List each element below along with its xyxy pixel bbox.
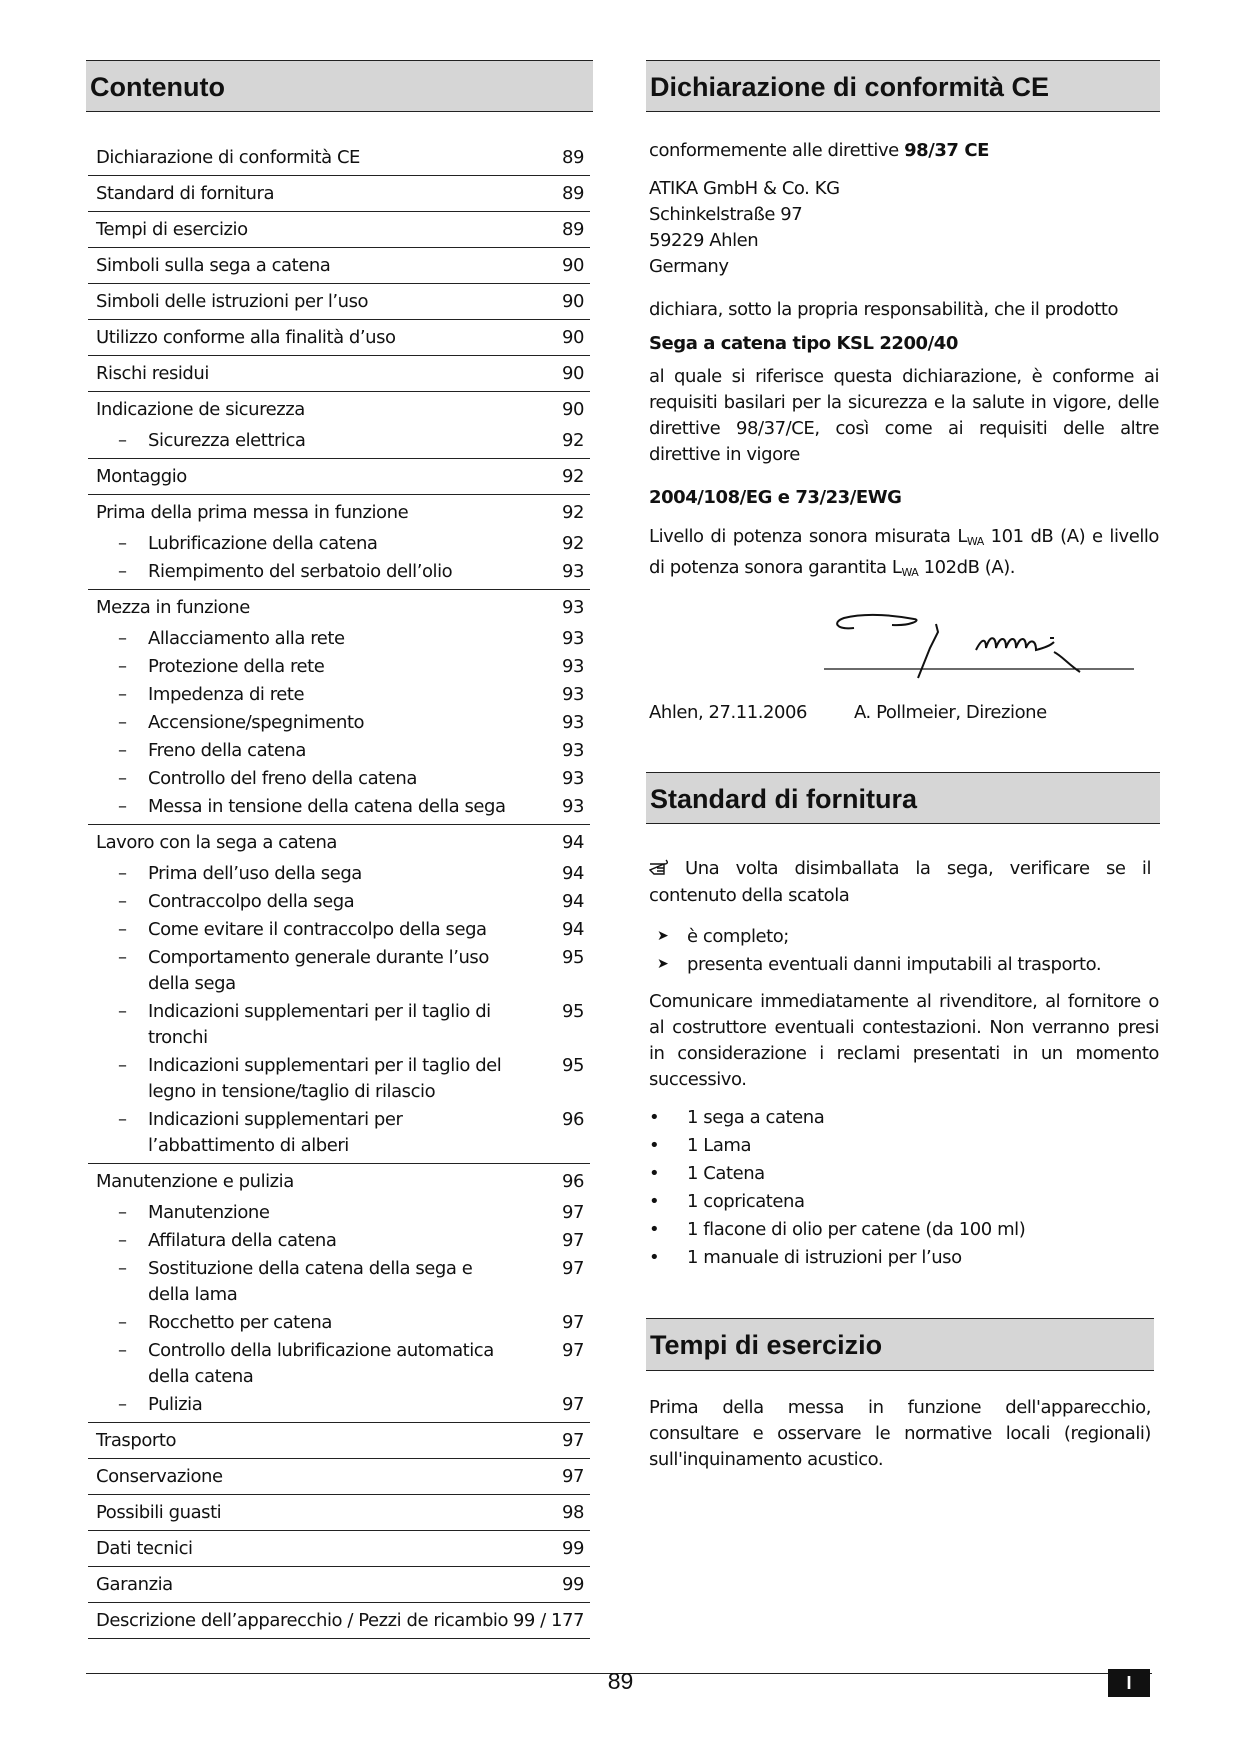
- contents-heading: Contenuto: [86, 60, 593, 112]
- toc-section: [88, 1603, 590, 1639]
- directives: 2004/108/EG e 73/23/EWG: [649, 487, 902, 508]
- toc-label: Comportamento generale durante l’uso della sega: [148, 947, 489, 994]
- bullet-icon: •: [649, 1162, 660, 1184]
- toc-label: Indicazione de sicurezza: [96, 399, 305, 420]
- toc-section: [88, 176, 590, 212]
- address-line: Germany: [649, 256, 729, 277]
- toc-entry: [88, 1423, 590, 1458]
- toc-section: [88, 1567, 590, 1603]
- toc-page: 89: [561, 219, 584, 240]
- toc-entry: [88, 1603, 590, 1638]
- dash-bullet: –: [118, 1109, 127, 1130]
- dash-bullet: –: [118, 740, 127, 761]
- toc-page: 97: [561, 1466, 584, 1487]
- toc-entry: [88, 356, 590, 391]
- toc-page: 90: [561, 255, 584, 276]
- signature: [818, 608, 1138, 684]
- list-item: • 1 flacone di olio per catene (da 100 ml): [649, 1218, 1026, 1240]
- dash-bullet: –: [118, 1394, 127, 1415]
- dash-bullet: –: [118, 656, 127, 677]
- toc-label: Possibili guasti: [96, 1502, 222, 1523]
- toc-subentry: [88, 888, 590, 916]
- toc-page: 92: [561, 466, 584, 487]
- toc-label: Mezza in funzione: [96, 597, 250, 618]
- dash-bullet: –: [118, 712, 127, 733]
- list-item: • 1 Lama: [649, 1134, 752, 1156]
- arrow-bullet-icon: ➤: [657, 928, 669, 944]
- supply-check-text: Una volta disimballata la sega, verificare se il contenuto della scatola: [649, 858, 1151, 906]
- list-item: • 1 manuale di istruzioni per l’uso: [649, 1246, 962, 1268]
- operating-times-text: Prima della messa in funzione dell'apparecchio, consultare e osservare le normative locali (regionali) sull'inquinamento acustico.: [649, 1397, 1151, 1470]
- address-line: ATIKA GmbH & Co. KG: [649, 178, 840, 199]
- toc-page: 93: [561, 561, 584, 582]
- toc-page: 92: [561, 502, 584, 523]
- bullet-icon: •: [649, 1106, 660, 1128]
- toc-section: [88, 459, 590, 495]
- operating-times-heading: Tempi di esercizio: [646, 1318, 1154, 1371]
- toc-page: 92: [561, 533, 584, 554]
- toc-subentry: [88, 427, 590, 458]
- toc-label: Lubrificazione della catena: [148, 533, 378, 554]
- signature-line: [649, 699, 1159, 726]
- toc-subentry: [88, 1052, 590, 1106]
- toc-page: 99: [561, 1574, 584, 1595]
- toc-section: [88, 1495, 590, 1531]
- dash-bullet: –: [118, 533, 127, 554]
- toc-page: 97: [561, 1340, 584, 1361]
- toc-page: 93: [561, 656, 584, 677]
- toc-label: Dati tecnici: [96, 1538, 193, 1559]
- dash-bullet: –: [118, 919, 127, 940]
- toc-section: [88, 392, 590, 459]
- declaration-statement: dichiara, sotto la propria responsabilità, che il prodotto: [649, 299, 1119, 320]
- toc-entry: [88, 284, 590, 319]
- dash-bullet: –: [118, 768, 127, 789]
- dash-bullet: –: [118, 628, 127, 649]
- toc-entry: [88, 495, 590, 530]
- toc-page: 94: [561, 832, 584, 853]
- toc-label: Manutenzione e pulizia: [96, 1171, 294, 1192]
- toc-section: [88, 1531, 590, 1567]
- toc-label: Montaggio: [96, 466, 187, 487]
- toc-subentry: [88, 1337, 590, 1391]
- toc-page: 90: [561, 327, 584, 348]
- supply-check-list: [649, 922, 1101, 978]
- toc-entry: [88, 212, 590, 247]
- toc-subentry: [88, 625, 590, 653]
- toc-subentry: [88, 681, 590, 709]
- toc-label: Simboli sulla sega a catena: [96, 255, 331, 276]
- toc-section: [88, 212, 590, 248]
- toc-label: Come evitare il contraccolpo della sega: [148, 919, 487, 940]
- conformity-text: al quale si riferisce questa dichiarazione, è conforme ai requisiti basilari per la sicurezza e la salute in vigore, delle direttive 98/37/CE, così come ai requisiti delle altre direttive in vigore: [649, 366, 1159, 465]
- toc-label: Rischi residui: [96, 363, 209, 384]
- toc-label: Manutenzione: [148, 1202, 270, 1223]
- supply-heading: Standard di fornitura: [646, 772, 1160, 824]
- toc-section: [88, 320, 590, 356]
- toc-page: 94: [561, 919, 584, 940]
- toc-entry: [88, 248, 590, 283]
- toc-page: 97: [561, 1312, 584, 1333]
- toc-page: 97: [561, 1430, 584, 1451]
- list-item: • 1 sega a catena: [649, 1106, 825, 1128]
- table-of-contents: [88, 140, 590, 1639]
- toc-page: 90: [561, 399, 584, 420]
- toc-subentry: [88, 1227, 590, 1255]
- address-line: Schinkelstraße 97: [649, 204, 803, 225]
- toc-label: Dichiarazione di conformità CE: [96, 147, 360, 168]
- toc-label: Sicurezza elettrica: [148, 430, 306, 451]
- declaration-heading: Dichiarazione di conformità CE: [646, 60, 1160, 112]
- toc-subentry: [88, 530, 590, 558]
- dash-bullet: –: [118, 863, 127, 884]
- toc-label: Freno della catena: [148, 740, 306, 761]
- toc-page: 93: [561, 768, 584, 789]
- toc-label: Trasporto: [96, 1430, 177, 1451]
- toc-label: Contraccolpo della sega: [148, 891, 355, 912]
- toc-section: [88, 1459, 590, 1495]
- toc-label: Lavoro con la sega a catena: [96, 832, 337, 853]
- toc-entry: [88, 590, 590, 625]
- toc-label: Garanzia: [96, 1574, 173, 1595]
- bullet-icon: •: [649, 1190, 660, 1212]
- toc-page: 93: [561, 597, 584, 618]
- toc-label: Indicazioni supplementari per il taglio di tronchi: [148, 1001, 491, 1048]
- toc-page: 93: [561, 712, 584, 733]
- address-line: 59229 Ahlen: [649, 230, 759, 251]
- dash-bullet: –: [118, 684, 127, 705]
- declaration-intro: conformemente alle direttive 98/37 CE: [649, 140, 989, 161]
- toc-subentry: [88, 1309, 590, 1337]
- signatory: A. Pollmeier, Direzione: [854, 702, 1047, 723]
- dash-bullet: –: [118, 1202, 127, 1223]
- toc-section: [88, 140, 590, 176]
- toc-page: 97: [561, 1230, 584, 1251]
- supply-notice: Comunicare immediatamente al rivenditore, al fornitore o al costruttore eventuali contestazioni. Non verranno presi in considerazione i reclami presentati in un momento successivo.: [649, 991, 1159, 1090]
- toc-subentry: [88, 1106, 590, 1163]
- toc-label: Prima dell’uso della sega: [148, 863, 362, 884]
- toc-page: 89: [561, 147, 584, 168]
- dash-bullet: –: [118, 1312, 127, 1333]
- toc-page: 97: [561, 1202, 584, 1223]
- toc-entry: [88, 1531, 590, 1566]
- toc-page: 94: [561, 891, 584, 912]
- dash-bullet: –: [118, 1001, 127, 1022]
- toc-subentry: [88, 860, 590, 888]
- toc-label: Tempi di esercizio: [96, 219, 248, 240]
- toc-page: 89: [561, 183, 584, 204]
- toc-page: 95: [561, 1001, 584, 1022]
- toc-label: Impedenza di rete: [148, 684, 305, 705]
- toc-section: [88, 1423, 590, 1459]
- toc-entry: [88, 392, 590, 427]
- toc-page: 96: [561, 1171, 584, 1192]
- dash-bullet: –: [118, 1258, 127, 1279]
- toc-page: 90: [561, 363, 584, 384]
- toc-entry: [88, 459, 590, 494]
- bullet-icon: •: [649, 1218, 660, 1240]
- toc-section: [88, 495, 590, 590]
- toc-page: 92: [561, 430, 584, 451]
- dash-bullet: –: [118, 1230, 127, 1251]
- sound-power-text: Livello di potenza sonora misurata $L_{WA}$ 101 dB (A) e livello di potenza sonora garantita $L_{WA}$ 102dB (A).: [649, 526, 1159, 579]
- page-number: 89: [607, 1668, 634, 1694]
- language-tab: I: [1108, 1669, 1150, 1697]
- dash-bullet: –: [118, 947, 127, 968]
- toc-subentry: [88, 998, 590, 1052]
- toc-entry: [88, 1459, 590, 1494]
- toc-section: [88, 825, 590, 1164]
- list-item: ➤ è completo;: [649, 922, 1101, 950]
- toc-subentry: [88, 653, 590, 681]
- product-name: Sega a catena tipo KSL 2200/40: [649, 333, 958, 354]
- toc-label: Indicazioni supplementari per l’abbattimento di alberi: [148, 1109, 403, 1156]
- toc-page: 99: [561, 1538, 584, 1559]
- toc-section: [88, 356, 590, 392]
- toc-label: Prima della prima messa in funzione: [96, 502, 409, 523]
- manufacturer-address: [649, 176, 1159, 280]
- toc-label: Utilizzo conforme alla finalità d’uso: [96, 327, 396, 348]
- toc-subentry: [88, 916, 590, 944]
- toc-page: 95: [561, 947, 584, 968]
- dash-bullet: –: [118, 1055, 127, 1076]
- dash-bullet: –: [118, 796, 127, 817]
- dash-bullet: –: [118, 561, 127, 582]
- toc-page: 93: [561, 628, 584, 649]
- toc-subentry: [88, 793, 590, 824]
- bullet-icon: •: [649, 1246, 660, 1268]
- toc-page: 96: [561, 1109, 584, 1130]
- toc-label: Protezione della rete: [148, 656, 325, 677]
- toc-label: Allacciamento alla rete: [148, 628, 345, 649]
- toc-label: Simboli delle istruzioni per l’uso: [96, 291, 369, 312]
- list-item: • 1 Catena: [649, 1162, 765, 1184]
- toc-label: Accensione/spegnimento: [148, 712, 365, 733]
- supply-items: [649, 1103, 1025, 1271]
- arrow-bullet-icon: ➤: [657, 956, 669, 972]
- toc-page: 93: [561, 684, 584, 705]
- toc-entry: [88, 825, 590, 860]
- toc-subentry: [88, 1255, 590, 1309]
- toc-entry: [88, 140, 590, 175]
- toc-subentry: [88, 765, 590, 793]
- toc-section: [88, 284, 590, 320]
- toc-subentry: [88, 944, 590, 998]
- toc-entry: [88, 1495, 590, 1530]
- toc-page: 93: [561, 740, 584, 761]
- toc-label: Descrizione dell’apparecchio / Pezzi de ricambio: [96, 1610, 509, 1631]
- toc-label: Controllo della lubrificazione automatica della catena: [148, 1340, 494, 1387]
- toc-label: Rocchetto per catena: [148, 1312, 332, 1333]
- toc-page: 94: [561, 863, 584, 884]
- list-item: • 1 copricatena: [649, 1190, 805, 1212]
- toc-label: Affilatura della catena: [148, 1230, 337, 1251]
- toc-label: Indicazioni supplementari per il taglio del legno in tensione/taglio di rilascio: [148, 1055, 502, 1102]
- pointing-hand-icon: [649, 857, 685, 875]
- dash-bullet: –: [118, 891, 127, 912]
- toc-page: 99 / 177: [512, 1610, 584, 1631]
- bullet-icon: •: [649, 1134, 660, 1156]
- toc-page: 95: [561, 1055, 584, 1076]
- toc-label: Conservazione: [96, 1466, 223, 1487]
- toc-page: 97: [561, 1258, 584, 1279]
- list-item: ➤ presenta eventuali danni imputabili al trasporto.: [649, 950, 1101, 978]
- toc-page: 97: [561, 1394, 584, 1415]
- toc-entry: [88, 1567, 590, 1602]
- toc-entry: [88, 176, 590, 211]
- toc-section: [88, 590, 590, 825]
- dash-bullet: –: [118, 430, 127, 451]
- toc-entry: [88, 1164, 590, 1199]
- toc-subentry: [88, 1391, 590, 1422]
- toc-label: Riempimento del serbatoio dell’olio: [148, 561, 453, 582]
- toc-label: Sostituzione della catena della sega e della lama: [148, 1258, 473, 1305]
- toc-page: 90: [561, 291, 584, 312]
- toc-entry: [88, 320, 590, 355]
- toc-subentry: [88, 709, 590, 737]
- toc-subentry: [88, 558, 590, 589]
- toc-section: [88, 1164, 590, 1423]
- place-date: Ahlen, 27.11.2006: [649, 702, 808, 723]
- toc-label: Messa in tensione della catena della sega: [148, 796, 506, 817]
- toc-page: 98: [561, 1502, 584, 1523]
- dash-bullet: –: [118, 1340, 127, 1361]
- toc-label: Standard di fornitura: [96, 183, 275, 204]
- toc-label: Pulizia: [148, 1394, 203, 1415]
- toc-subentry: [88, 1199, 590, 1227]
- toc-label: Controllo del freno della catena: [148, 768, 417, 789]
- toc-section: [88, 248, 590, 284]
- toc-page: 93: [561, 796, 584, 817]
- toc-subentry: [88, 737, 590, 765]
